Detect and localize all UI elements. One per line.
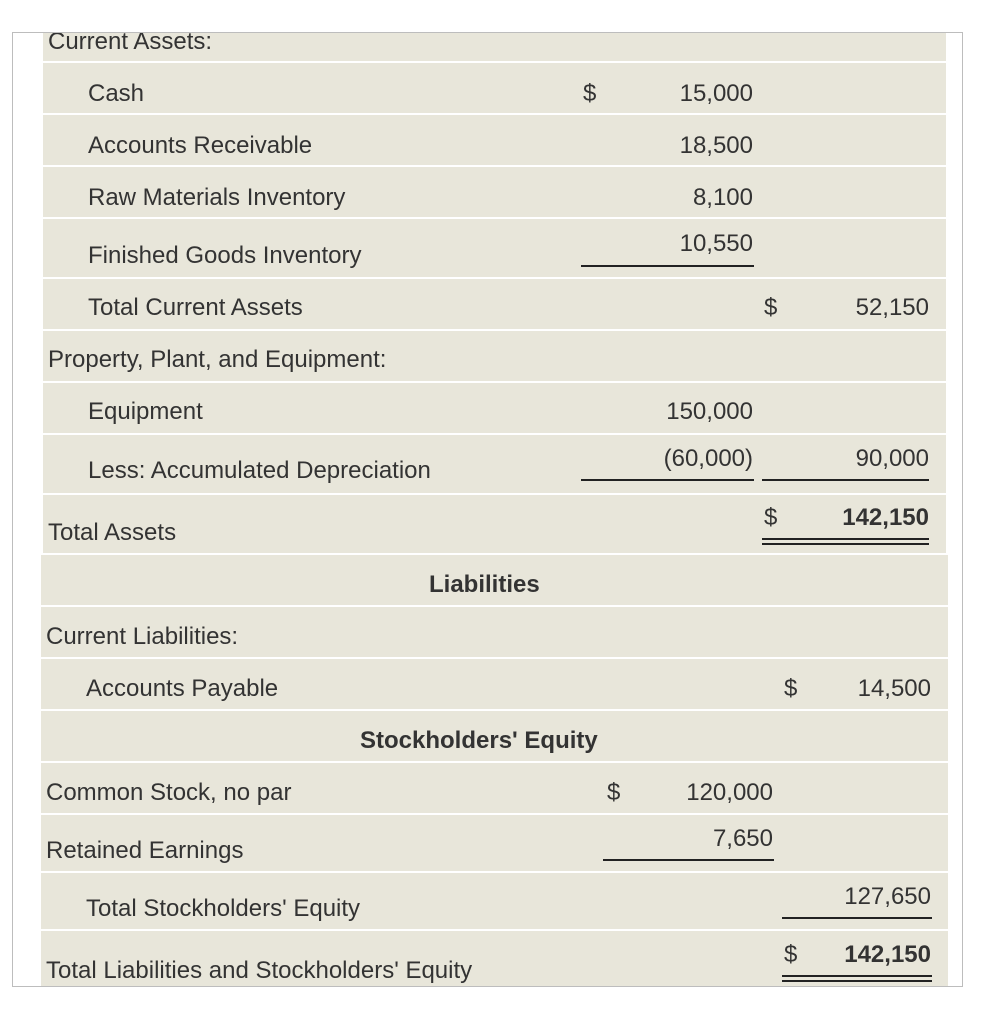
finished-goods-label: Finished Goods Inventory xyxy=(88,242,362,269)
cash-currency: $ xyxy=(583,80,597,107)
retained-earnings-value: 7,650 xyxy=(712,825,773,852)
ppe-heading: Property, Plant, and Equipment: xyxy=(48,346,387,373)
cash-label: Cash xyxy=(88,80,145,107)
total-current-assets-label: Total Current Assets xyxy=(88,294,303,321)
total-liabilities-equity-label: Total Liabilities and Stockholders' Equity xyxy=(46,957,473,984)
subtotal-underline xyxy=(581,265,754,267)
accounts-payable-currency: $ xyxy=(784,675,798,702)
common-stock-label: Common Stock, no par xyxy=(46,779,292,806)
total-equity-underline xyxy=(782,917,932,919)
total-assets-double-underline xyxy=(762,538,929,545)
finished-goods-value: 10,550 xyxy=(679,230,753,257)
net-equipment-underline xyxy=(762,479,929,481)
accumulated-depreciation-label: Less: Accumulated Depreciation xyxy=(88,457,431,484)
retained-earnings-label: Retained Earnings xyxy=(46,837,244,864)
equity-heading: Stockholders' Equity xyxy=(360,727,598,754)
total-equity-label: Total Stockholders' Equity xyxy=(86,895,361,922)
accumulated-depreciation-value: (60,000) xyxy=(663,445,753,472)
total-liabilities-equity-currency: $ xyxy=(784,941,798,968)
equipment-label: Equipment xyxy=(88,398,203,425)
total-equity-value: 127,650 xyxy=(844,883,931,910)
cash-value: 15,000 xyxy=(679,80,753,107)
liabilities-heading: Liabilities xyxy=(429,571,540,598)
raw-materials-value: 8,100 xyxy=(692,184,753,211)
raw-materials-label: Raw Materials Inventory xyxy=(88,184,346,211)
accounts-receivable-value: 18,500 xyxy=(679,132,753,159)
common-stock-currency: $ xyxy=(607,779,621,806)
total-assets-label: Total Assets xyxy=(48,519,177,546)
depreciation-underline xyxy=(581,479,754,481)
accounts-payable-label: Accounts Payable xyxy=(86,675,279,702)
equipment-value: 150,000 xyxy=(666,398,753,425)
total-current-assets-currency: $ xyxy=(764,294,778,321)
retained-earnings-underline xyxy=(603,859,774,861)
accounts-payable-value: 14,500 xyxy=(857,675,931,702)
common-stock-value: 120,000 xyxy=(686,779,773,806)
current-assets-heading: Current Assets: xyxy=(48,32,213,55)
current-liabilities-heading: Current Liabilities: xyxy=(46,623,239,650)
total-liabilities-equity-double-underline xyxy=(782,975,932,982)
total-current-assets-value: 52,150 xyxy=(855,294,929,321)
total-liabilities-equity-value: 142,150 xyxy=(844,941,931,968)
balance-sheet-table xyxy=(12,32,963,987)
accounts-receivable-label: Accounts Receivable xyxy=(88,132,313,159)
total-assets-currency: $ xyxy=(764,504,778,531)
net-equipment-value: 90,000 xyxy=(855,445,929,472)
total-assets-value: 142,150 xyxy=(842,504,929,531)
table-row xyxy=(43,63,946,115)
